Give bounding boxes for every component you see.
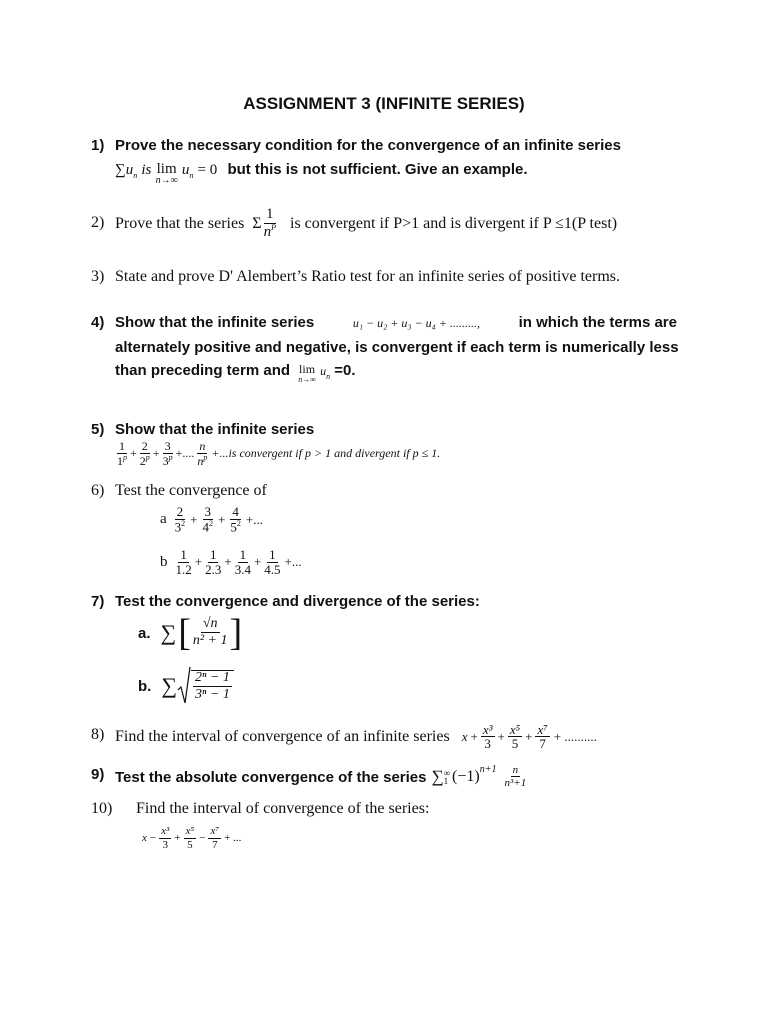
q2-fraction	[262, 207, 278, 240]
q6-a-tail: +...	[245, 511, 263, 527]
q4-lim-u: u	[320, 364, 327, 378]
q10-t1-den: 3	[162, 838, 168, 851]
q8-plus-1: +	[470, 729, 478, 744]
q2-frac-exp: P	[271, 223, 276, 233]
q5-t2-num: 2	[141, 439, 148, 453]
q1-lim-label: lim	[156, 161, 177, 177]
q5-tn-num: n	[199, 439, 206, 453]
q6-b-term-2	[203, 548, 223, 577]
q9-sum-sign: ∑	[431, 767, 444, 786]
q5-t2-den: 2	[139, 453, 146, 468]
q7-a-sigma: ∑	[160, 620, 177, 645]
q6-b-plus-2: +	[224, 554, 232, 570]
q6-b-label: b	[160, 553, 168, 570]
q7-b-fraction	[191, 670, 234, 702]
q8-t2-num: x⁵	[509, 721, 521, 737]
q4-line2: alternately positive and negative, is convergent if each term is numerically less	[115, 339, 679, 356]
q1-eq0: = 0	[197, 162, 218, 178]
q8-term-2	[508, 723, 522, 752]
q10-t2-num: x⁵	[185, 825, 195, 837]
q5-term-1	[115, 440, 129, 468]
q5-series	[115, 440, 440, 468]
q6-a3-num: 4	[232, 504, 239, 519]
q6-b-plus-3: +	[253, 554, 262, 570]
q6-text: Test the convergence of	[115, 482, 267, 499]
q6-b-term-1	[174, 548, 194, 577]
q5-term-2	[138, 440, 152, 468]
q2-sigma: Σ	[252, 215, 262, 232]
q6-b3-den: 3.4	[234, 561, 251, 577]
q7-a-fraction	[191, 617, 230, 648]
q5-t3-den: 3	[162, 453, 169, 468]
q6-b-tail: +...	[284, 554, 302, 570]
q6-part-a	[160, 505, 263, 534]
q7-b-den: 3ⁿ − 1	[195, 687, 230, 703]
q5-tail: +...is convergent if p > 1 and divergent if p ≤ 1.	[211, 446, 441, 461]
q7-part-a	[138, 614, 242, 652]
q6-a1-den: 3	[174, 518, 182, 534]
q10-term-1	[159, 826, 171, 851]
q8-plus-2: +	[497, 729, 505, 744]
q7-b-label: b.	[138, 677, 152, 695]
q6-a-term-3	[228, 505, 243, 534]
q4-lim-sub: n→∞	[298, 375, 316, 384]
q4-series: u₁ − u₂ + u₃ − u₄ + .........,	[352, 316, 480, 330]
q6-b4-num: 1	[269, 547, 276, 562]
q6-b1-den: 1.2	[175, 561, 192, 577]
q10-term-2	[184, 826, 197, 851]
q2-frac-num: 1	[266, 206, 274, 223]
q4-line3-post: =0.	[334, 362, 356, 379]
q9-factor-exp: n+1	[479, 764, 497, 775]
q6-a-plus-2: +	[218, 511, 226, 527]
q6-b-term-3	[233, 548, 253, 577]
q6-b2-num: 1	[209, 547, 217, 562]
q8-plus-3: +	[525, 729, 533, 744]
q6-part-b	[160, 548, 302, 577]
q5-t2-exp: p	[145, 452, 150, 462]
q6-number: 6)	[91, 482, 105, 499]
q5-t1-num: 1	[119, 439, 125, 453]
q10-t2-den: 5	[187, 838, 193, 851]
q6-a2-num: 3	[204, 504, 212, 519]
q5-tn-den: n	[197, 453, 204, 468]
q10-series	[142, 826, 241, 851]
q10-text: Find the interval of convergence of the series:	[136, 800, 430, 817]
q4-line3	[115, 362, 356, 384]
q1-lim	[156, 161, 178, 186]
q10-x: x	[142, 832, 147, 845]
q7-number: 7)	[91, 593, 105, 610]
q8-t1-den: 3	[484, 736, 491, 752]
q9-number: 9)	[91, 766, 105, 783]
q9-sum-sub: 1	[443, 776, 449, 786]
q5-term-3	[161, 440, 175, 468]
q7-a-label: a.	[138, 624, 151, 642]
q8-t1-num: x³	[482, 721, 493, 737]
q7-b-sigma: ∑	[161, 673, 178, 698]
q7-a-num: √n	[202, 616, 218, 632]
q5-plus-1: +	[130, 446, 137, 461]
q6-a2-den: 4	[202, 518, 210, 534]
q7-b-num: 2ⁿ − 1	[195, 670, 230, 686]
q4-pre: Show that the infinite series	[115, 314, 315, 331]
q8-term-3	[535, 723, 549, 752]
q6-a-plus-1: +	[190, 511, 198, 527]
q4-lim-label: lim	[299, 362, 316, 376]
q6-a-term-1	[173, 505, 188, 534]
q10-op-3: −	[199, 832, 206, 845]
q10-op-2: +	[174, 832, 181, 845]
q10-op-1: −	[149, 832, 157, 845]
q8-x: x	[461, 729, 468, 744]
q3-number: 3)	[91, 268, 105, 285]
q7-b-sqrt	[177, 666, 234, 706]
q8-t3-num: x⁷	[537, 721, 548, 737]
q1-number: 1)	[91, 137, 105, 154]
q7-part-b	[138, 666, 234, 706]
q6-a-label: a	[160, 511, 167, 528]
q7-a-right-bracket: ]	[229, 612, 243, 654]
q1-sum-sign: ∑	[115, 162, 126, 178]
radical-icon	[177, 666, 191, 706]
q10-number: 10)	[91, 800, 113, 817]
q1-lim-sub: n→∞	[155, 175, 178, 186]
q8-text: Find the interval of convergence of an infinite series	[115, 728, 450, 745]
q10-t3-num: x⁷	[210, 825, 220, 837]
q8-term-1	[481, 723, 495, 752]
q1-u-sub: n	[133, 171, 138, 180]
q2-frac-base: n	[263, 224, 272, 241]
q1-line1: Prove the necessary condition for the convergence of an infinite series	[115, 137, 621, 154]
q1-math	[115, 161, 528, 186]
q10-term-3	[208, 826, 221, 851]
q6-b1-num: 1	[180, 547, 187, 562]
q10-t3-den: 7	[212, 838, 218, 851]
q8-number: 8)	[91, 726, 105, 743]
q7-text: Test the convergence and divergence of the series:	[115, 593, 480, 610]
q5-t1-den: 1	[117, 453, 123, 468]
q2-pre: Prove that the series	[115, 215, 245, 232]
q6-a2-exp: 2	[209, 518, 214, 528]
q6-a1-exp: 2	[181, 518, 186, 528]
q5-text: Show that the infinite series	[115, 421, 315, 438]
q9-fraction	[502, 765, 528, 790]
q6-b4-den: 4.5	[264, 561, 281, 577]
q9-frac-den: n³+1	[504, 777, 527, 790]
q1-line2: but this is not sufficient. Give an example.	[227, 161, 528, 178]
q5-dots: +....	[175, 446, 195, 461]
q4-line3-pre: than preceding term and	[115, 362, 291, 379]
q9-line	[115, 760, 528, 794]
q1-un: u	[181, 162, 190, 178]
q2-post: is convergent if P>1 and is divergent if P ≤1(P test)	[290, 215, 618, 232]
q5-t3-exp: p	[168, 452, 173, 462]
q6-a1-num: 2	[176, 504, 184, 519]
q6-a3-den: 5	[230, 518, 237, 534]
q9-frac-num: n	[512, 763, 519, 776]
q6-b-plus-1: +	[194, 554, 203, 570]
q5-term-n	[195, 440, 209, 468]
q4-post: in which the terms are	[518, 314, 677, 331]
q9-text: Test the absolute convergence of the series	[115, 768, 427, 786]
q5-tn-exp: p	[203, 452, 208, 462]
q4-lim-u-sub: n	[326, 372, 331, 381]
q10-t1-num: x³	[161, 825, 170, 837]
q1-u: u	[125, 162, 134, 178]
q8-line	[115, 716, 597, 758]
q9-factor: (−1)	[452, 768, 480, 785]
q10-tail: + ...	[224, 832, 242, 845]
q7-a-left-bracket: [	[178, 612, 191, 654]
q8-t3-den: 7	[539, 736, 546, 752]
q4-number: 4)	[91, 314, 105, 331]
q4-lim	[298, 362, 316, 384]
q2-number: 2)	[91, 214, 105, 231]
q9-sum-sup: ∞	[443, 767, 451, 778]
q1-is: is	[141, 162, 152, 178]
q6-b2-den: 2.3	[205, 561, 222, 577]
q6-a-term-2	[201, 505, 216, 534]
page-title: ASSIGNMENT 3 (INFINITE SERIES)	[243, 94, 525, 113]
q8-tail: + ..........	[553, 729, 597, 744]
q6-b3-num: 1	[239, 547, 247, 562]
q9-sum-limits	[444, 769, 450, 785]
q5-plus-2: +	[152, 446, 160, 461]
q1-un-sub: n	[189, 171, 194, 180]
q6-a3-exp: 2	[236, 518, 241, 528]
q2-frac-den	[262, 224, 278, 241]
q8-t2-den: 5	[511, 736, 519, 752]
q6-b-term-4	[262, 548, 282, 577]
q3-text: State and prove D' Alembert’s Ratio test for an infinite series of positive terms.	[115, 268, 620, 285]
q7-a-den: n² + 1	[192, 633, 228, 649]
q5-t1-exp: p	[123, 452, 127, 462]
q4-line1	[115, 314, 677, 331]
q5-number: 5)	[91, 421, 105, 438]
q2-line	[115, 204, 617, 244]
q5-t3-num: 3	[164, 439, 171, 453]
